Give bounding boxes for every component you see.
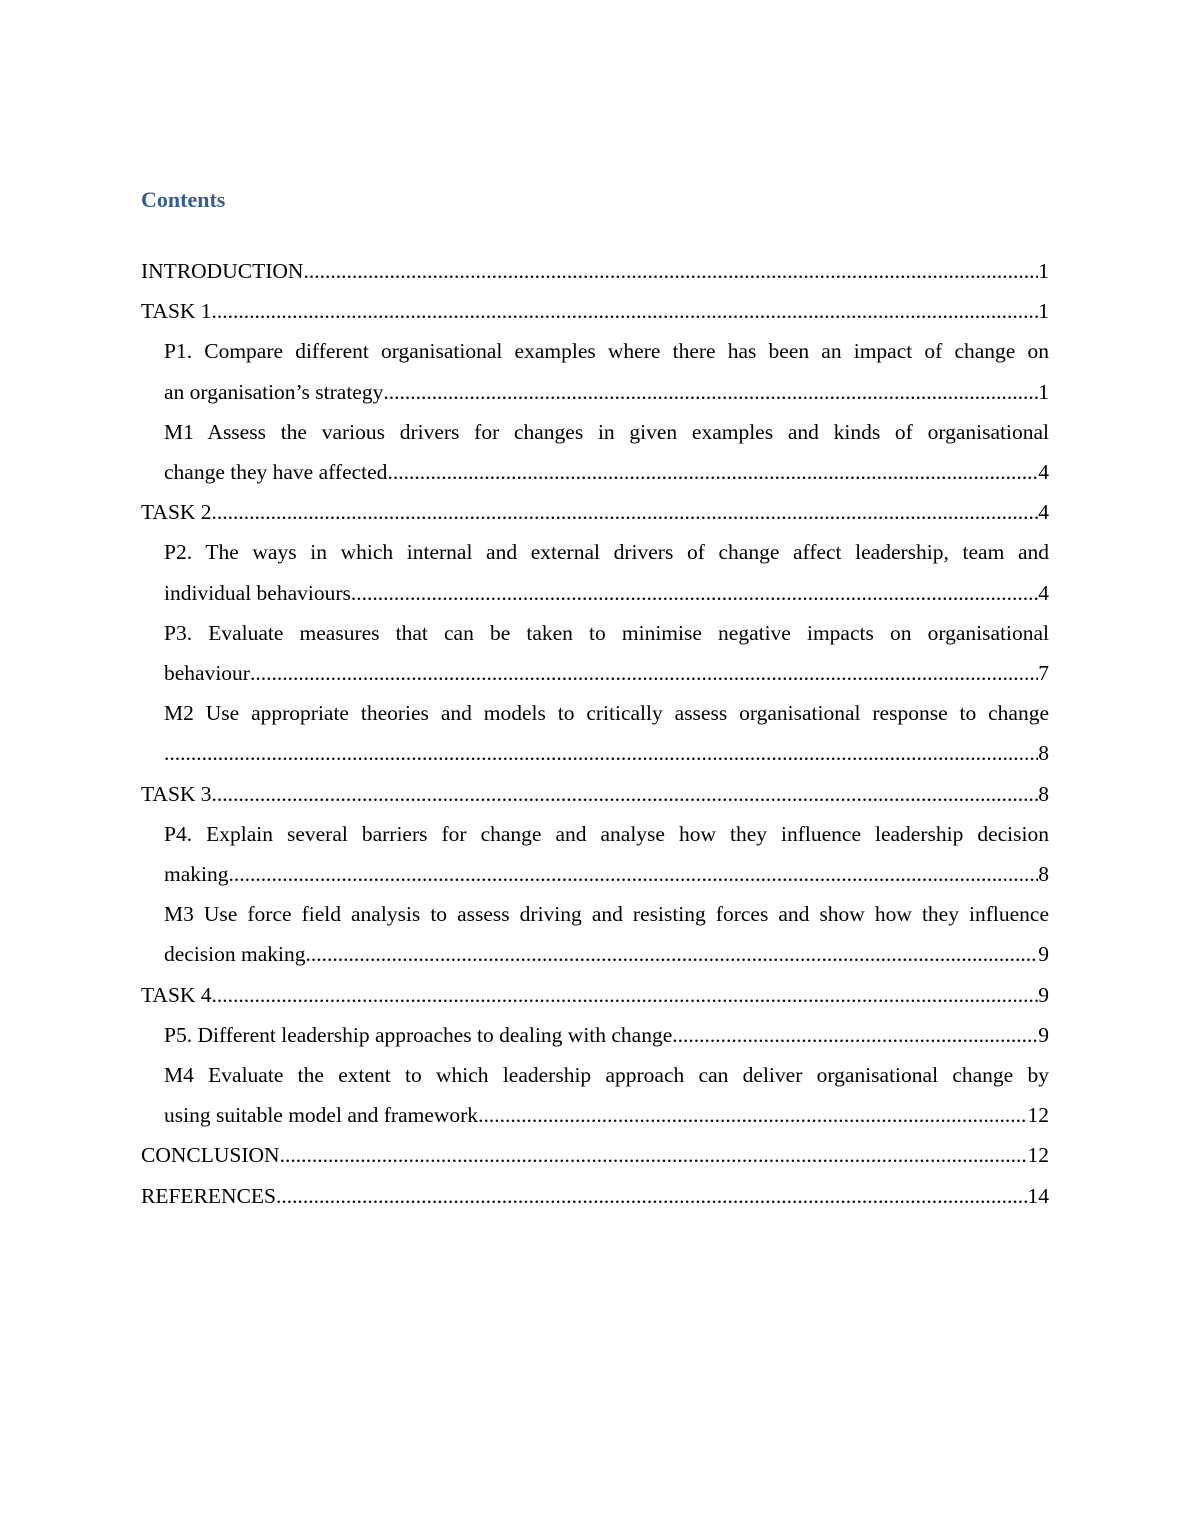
toc-page-number: 1 [1038, 379, 1049, 404]
toc-entry-line [141, 251, 1049, 291]
toc-entry-title-line: P1. Compare different organisational examples where there has been an impact of change on [164, 339, 1049, 364]
dot-leader [250, 653, 1038, 693]
toc-page-number: 4 [1038, 500, 1049, 525]
toc-entry-line [164, 934, 1049, 974]
toc-entry-line [141, 492, 1049, 532]
toc-entry-line [164, 573, 1049, 613]
toc-entry-title: TASK 2 [141, 500, 212, 525]
toc-entry[interactable] [164, 1015, 1049, 1055]
toc-entry[interactable] [164, 331, 1049, 411]
dot-leader [672, 1015, 1038, 1055]
toc-page-number: 9 [1038, 942, 1049, 967]
toc-entry-line [164, 854, 1049, 894]
toc-entry-title-line: M1 Assess the various drivers for changes in given examples and kinds of organisational [164, 419, 1049, 444]
toc-entry[interactable] [164, 613, 1049, 693]
toc-entry[interactable] [141, 291, 1049, 331]
dot-leader [383, 372, 1038, 412]
toc-entry-title-line: P4. Explain several barriers for change and analyse how they influence leadership decision [164, 821, 1049, 846]
toc-entry[interactable] [141, 1176, 1049, 1216]
toc-entry[interactable] [141, 774, 1049, 814]
toc-entry-title-line: P3. Evaluate measures that can be taken to minimise negative impacts on organisational [164, 620, 1049, 645]
toc-entry[interactable] [164, 412, 1049, 492]
dot-leader [164, 733, 1038, 773]
toc-entry-line [141, 774, 1049, 814]
toc-page-number: 9 [1038, 982, 1049, 1007]
toc-entry-title-line: P2. The ways in which internal and external drivers of change affect leadership, team and [164, 540, 1049, 565]
toc-entry-title: decision making [164, 942, 306, 967]
toc-page-number: 7 [1038, 661, 1049, 686]
toc-entry-title-line: M4 Evaluate the extent to which leadership approach can deliver organisational change by [164, 1063, 1049, 1088]
dot-leader [306, 934, 1039, 974]
dot-leader [303, 251, 1038, 291]
toc-entry-line [164, 733, 1049, 773]
toc-page-number: 4 [1038, 460, 1049, 485]
toc-entry-title: TASK 4 [141, 982, 212, 1007]
toc-entry[interactable] [141, 492, 1049, 532]
toc-page-number: 1 [1038, 299, 1049, 324]
toc-entry[interactable] [164, 693, 1049, 773]
dot-leader [478, 1095, 1027, 1135]
dot-leader [212, 291, 1039, 331]
toc-entry[interactable] [141, 975, 1049, 1015]
toc-entry-line [164, 372, 1049, 412]
dot-leader [212, 774, 1039, 814]
toc-page-number: 14 [1027, 1183, 1049, 1208]
toc-entry-title: individual behaviours [164, 580, 351, 605]
toc-entry-line [164, 452, 1049, 492]
toc-entry-line [141, 1135, 1049, 1175]
toc-entry[interactable] [164, 894, 1049, 974]
toc-entry[interactable] [164, 1055, 1049, 1135]
toc-entry-title: change they have affected [164, 460, 388, 485]
dot-leader [212, 975, 1039, 1015]
dot-leader [351, 573, 1038, 613]
toc-entry-title-line: M3 Use force field analysis to assess driving and resisting forces and show how they influence [164, 902, 1049, 927]
dot-leader [280, 1135, 1028, 1175]
toc-entry-title: an organisation’s strategy [164, 379, 384, 404]
toc-page-number: 8 [1038, 862, 1049, 887]
toc-entry[interactable] [141, 251, 1049, 291]
toc-entry-title: REFERENCES [141, 1183, 276, 1208]
toc-entry-title: TASK 1 [141, 299, 212, 324]
toc-entry-title: CONCLUSION [141, 1143, 280, 1168]
toc-entry-title: P5. Different leadership approaches to dealing with change [164, 1022, 673, 1047]
toc-entry[interactable] [164, 814, 1049, 894]
toc-entry-line [141, 291, 1049, 331]
toc-entry-line [164, 1095, 1049, 1135]
toc-heading: Contents [141, 187, 226, 212]
toc-page-number: 8 [1038, 781, 1049, 806]
toc-page-number: 8 [1038, 741, 1049, 766]
toc-entry-line [141, 1176, 1049, 1216]
toc-entry-title: INTRODUCTION [141, 259, 304, 283]
toc-entry-line [141, 975, 1049, 1015]
toc-entry[interactable] [141, 1135, 1049, 1175]
toc-page-number: 1 [1038, 259, 1049, 283]
toc-entry[interactable] [164, 532, 1049, 612]
toc-page-number: 4 [1038, 580, 1049, 605]
dot-leader [229, 854, 1039, 894]
toc-page-number: 9 [1038, 1022, 1049, 1047]
toc-entry-line [164, 653, 1049, 693]
dot-leader [276, 1176, 1028, 1216]
dot-leader [212, 492, 1039, 532]
toc-page-number: 12 [1027, 1103, 1049, 1128]
table-of-contents [141, 251, 1049, 1216]
toc-page-number: 12 [1027, 1143, 1049, 1168]
toc-entry-title: making [164, 862, 229, 887]
toc-entry-line [164, 1015, 1049, 1055]
toc-entry-title: using suitable model and framework [164, 1103, 479, 1128]
toc-entry-title: TASK 3 [141, 781, 212, 806]
dot-leader [387, 452, 1038, 492]
toc-entry-title: behaviour [164, 661, 250, 686]
toc-entry-title-line: M2 Use appropriate theories and models to critically assess organisational response to change [164, 701, 1049, 726]
